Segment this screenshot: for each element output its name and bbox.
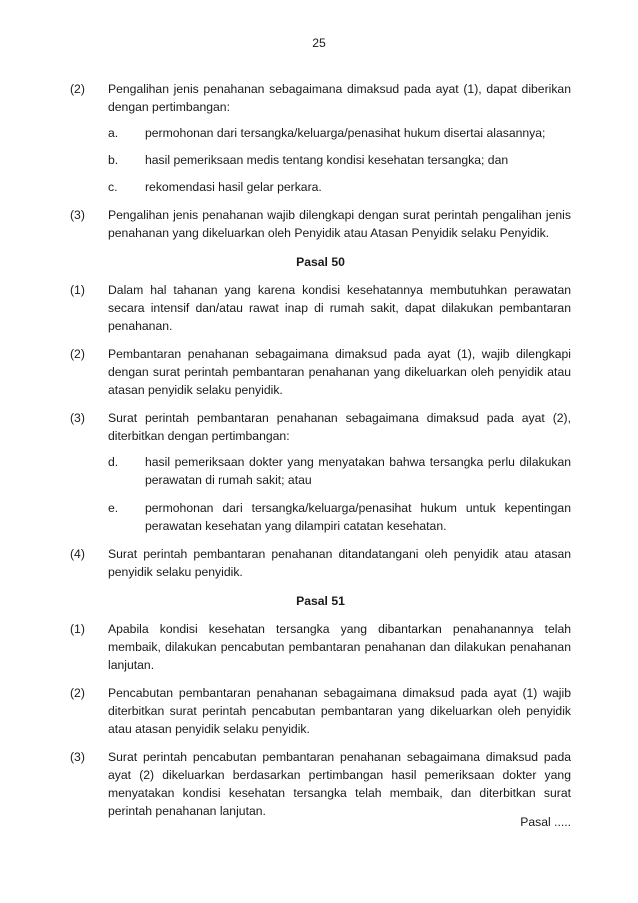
sub-item-letter: b. (108, 153, 119, 167)
paragraph-text: Apabila kondisi kesehatan tersangka yang dibantarkan penahanannya telah membaik, dilakukan pencabutan pembantaran penahanan dan dilakukan penahanan lanjutan. (108, 622, 571, 672)
paragraph-item (70, 748, 571, 820)
sub-item-text: rekomendasi hasil gelar perkara. (145, 180, 322, 194)
section-heading: Pasal 51 (296, 594, 345, 608)
paragraph-number: (4) (70, 547, 85, 561)
paragraph-item (70, 281, 571, 335)
paragraph-number: (1) (70, 283, 85, 297)
paragraph-text: Surat perintah pembantaran penahanan sebagaimana dimaksud pada ayat (2), diterbitkan dengan pertimbangan: (108, 411, 571, 443)
paragraph-text: Pembantaran penahanan sebagaimana dimaksud pada ayat (1), wajib dilengkapi dengan surat perintah pembantaran penahanan yang dikeluarkan oleh penyidik atau atasan penyidik selaku penyidik. (108, 347, 571, 397)
sub-item (108, 499, 571, 535)
sub-item-text: hasil pemeriksaan dokter yang menyatakan bahwa tersangka perlu dilakukan perawatan di rumah sakit; atau (145, 455, 571, 487)
sub-item-letter: e. (108, 501, 119, 515)
paragraph-number: (3) (70, 208, 85, 222)
paragraph-item (70, 620, 571, 674)
paragraph-number: (3) (70, 750, 85, 764)
paragraph-text: Pengalihan jenis penahanan wajib dilengkapi dengan surat perintah pengalihan jenis penahanan yang dikeluarkan oleh Penyidik atau Atasan Penyidik selaku Penyidik. (108, 208, 571, 240)
document-body (70, 80, 571, 820)
paragraph-number: (1) (70, 622, 85, 636)
section-heading: Pasal 50 (296, 255, 345, 269)
paragraph-number: (3) (70, 411, 85, 425)
section-pasal-51 (70, 592, 571, 820)
paragraph-text: Surat perintah pencabutan pembantaran penahanan sebagaimana dimaksud pada ayat (2) dikeluarkan berdasarkan pertimbangan hasil pemeriksaan dokter yang menyatakan kondisi kesehatan tersangka telah membaik, dan diterbitkan surat perintah penahanan lanjutan. (108, 750, 571, 818)
sub-item (108, 151, 571, 169)
paragraph-text: Dalam hal tahanan yang karena kondisi kesehatannya membutuhkan perawatan secara intensif dan/atau rawat inap di rumah sakit, dapat dilakukan pembantaran penahanan. (108, 283, 571, 333)
sub-item-text: permohonan dari tersangka/keluarga/penasihat hukum untuk kepentingan perawatan kesehatan yang dilampiri catatan kesehatan. (145, 501, 571, 533)
section-pasal-50 (70, 253, 571, 581)
sub-item-letter: c. (108, 180, 118, 194)
paragraph-item (70, 684, 571, 738)
paragraph-number: (2) (70, 347, 85, 361)
continuation-note: Pasal ..... (520, 815, 571, 829)
sub-item (108, 124, 571, 142)
paragraph-item (70, 80, 571, 116)
paragraph-item (70, 345, 571, 399)
sub-item-text: hasil pemeriksaan medis tentang kondisi kesehatan tersangka; dan (145, 153, 509, 167)
paragraph-item (70, 206, 571, 242)
paragraph-text: Pengalihan jenis penahanan sebagaimana dimaksud pada ayat (1), dapat diberikan dengan pertimbangan: (108, 82, 571, 114)
paragraph-item (70, 409, 571, 445)
sub-item (108, 178, 571, 196)
paragraph-number: (2) (70, 82, 85, 96)
section-continued (70, 80, 571, 242)
paragraph-text: Surat perintah pembantaran penahanan ditandatangani oleh penyidik atau atasan penyidik selaku penyidik. (108, 547, 571, 579)
sub-item-text: permohonan dari tersangka/keluarga/penasihat hukum disertai alasannya; (145, 126, 546, 140)
paragraph-text: Pencabutan pembantaran penahanan sebagaimana dimaksud pada ayat (1) wajib diterbitkan surat perintah pencabutan pembantaran yang dikeluarkan oleh penyidik atau atasan penyidik selaku penyidik. (108, 686, 571, 736)
paragraph-item (70, 545, 571, 581)
paragraph-number: (2) (70, 686, 85, 700)
sub-item (108, 453, 571, 489)
sub-item-letter: d. (108, 455, 119, 469)
sub-item-letter: a. (108, 126, 119, 140)
page-number: 25 (312, 36, 326, 50)
